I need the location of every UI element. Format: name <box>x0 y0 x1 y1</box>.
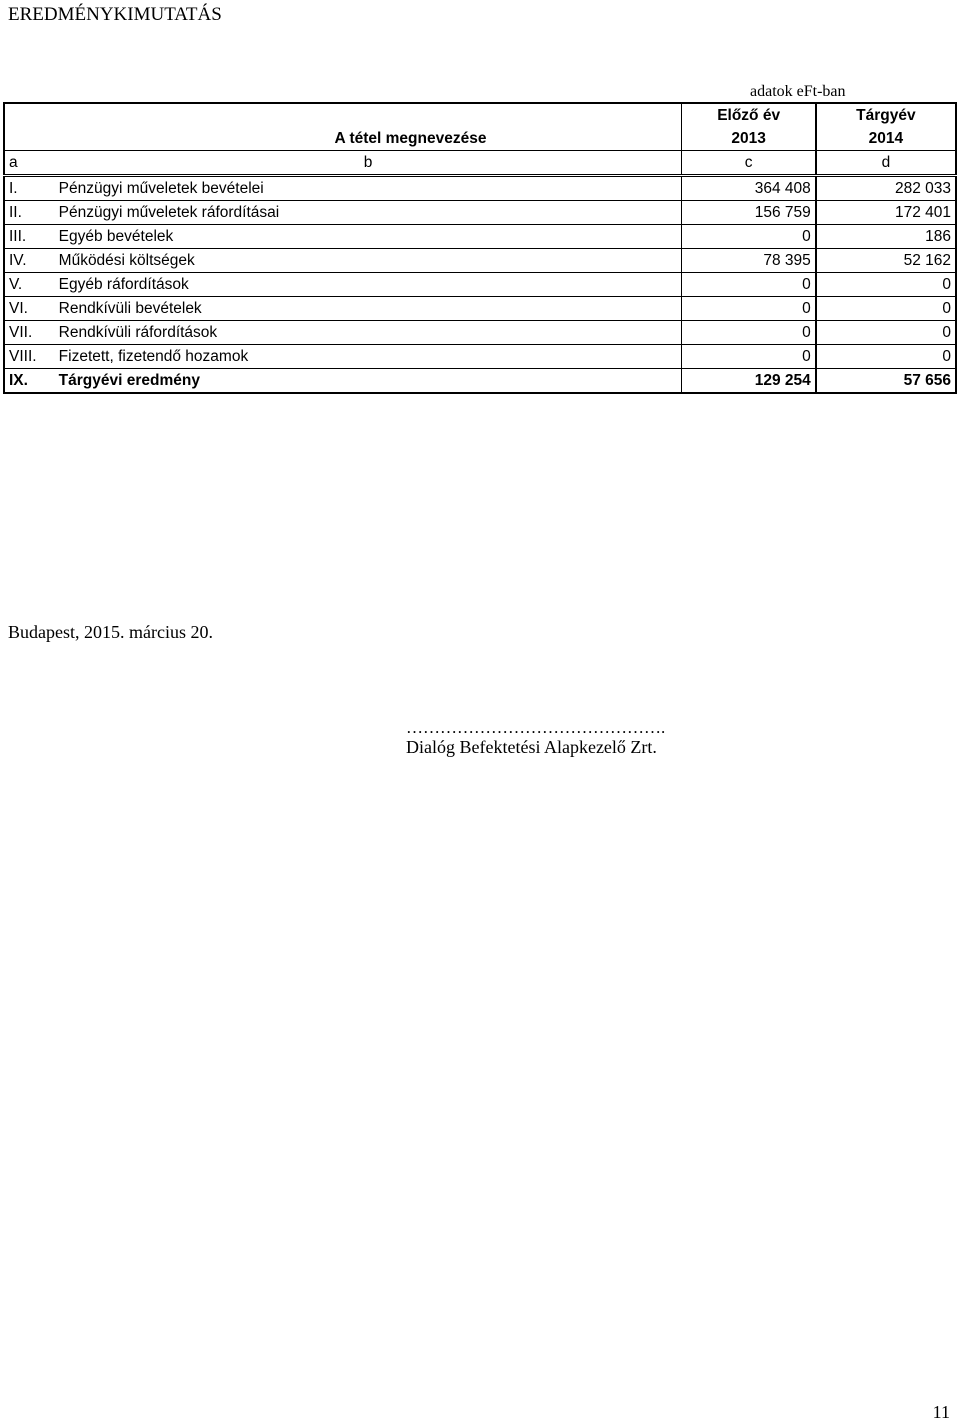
header-cur-year-label: Tárgyév <box>856 107 916 124</box>
row-prev-value: 78 395 <box>682 249 816 273</box>
table-row <box>4 273 956 297</box>
letter-a: a <box>4 151 55 176</box>
letter-d: d <box>816 151 956 176</box>
row-cur-value: 0 <box>816 297 956 321</box>
document-title: EREDMÉNYKIMUTATÁS <box>8 4 222 25</box>
row-cur-value: 282 033 <box>816 176 956 201</box>
signature-line: ………………………………………. <box>406 718 666 737</box>
table-header-row <box>4 103 956 151</box>
row-prev-value: 0 <box>682 273 816 297</box>
table-row <box>4 321 956 345</box>
table-row <box>4 249 956 273</box>
row-code: I. <box>4 176 55 201</box>
row-item-name: Egyéb bevételek <box>55 225 682 249</box>
header-item-label: A tétel megnevezése <box>55 103 682 151</box>
row-prev-value: 0 <box>682 225 816 249</box>
row-code: IX. <box>4 369 55 394</box>
table-row <box>4 176 956 201</box>
row-code: III. <box>4 225 55 249</box>
row-code: VIII. <box>4 345 55 369</box>
row-code: V. <box>4 273 55 297</box>
header-cur-year <box>816 103 956 151</box>
table-row <box>4 201 956 225</box>
row-prev-value: 156 759 <box>682 201 816 225</box>
header-prev-year-value: 2013 <box>731 130 766 147</box>
signatory-name: Dialóg Befektetési Alapkezelő Zrt. <box>406 737 657 757</box>
column-letter-row <box>4 151 956 176</box>
row-item-name: Rendkívüli bevételek <box>55 297 682 321</box>
row-item-name: Pénzügyi műveletek bevételei <box>55 176 682 201</box>
place-date: Budapest, 2015. március 20. <box>8 622 213 642</box>
row-cur-value: 0 <box>816 273 956 297</box>
row-code: IV. <box>4 249 55 273</box>
row-item-name: Rendkívüli ráfordítások <box>55 321 682 345</box>
row-item-name: Tárgyévi eredmény <box>55 369 682 394</box>
row-cur-value: 57 656 <box>816 369 956 394</box>
letter-c: c <box>682 151 816 176</box>
table-body <box>4 176 956 394</box>
row-prev-value: 0 <box>682 321 816 345</box>
row-cur-value: 0 <box>816 321 956 345</box>
page-number: 11 <box>932 1402 950 1422</box>
row-code: VII. <box>4 321 55 345</box>
header-cur-year-value: 2014 <box>868 130 904 147</box>
row-prev-value: 0 <box>682 297 816 321</box>
row-prev-value: 129 254 <box>682 369 816 394</box>
header-prev-year <box>682 103 816 151</box>
row-item-name: Pénzügyi műveletek ráfordításai <box>55 201 682 225</box>
table-row <box>4 369 956 394</box>
table-row <box>4 225 956 249</box>
row-cur-value: 0 <box>816 345 956 369</box>
row-cur-value: 186 <box>816 225 956 249</box>
row-item-name: Működési költségek <box>55 249 682 273</box>
row-cur-value: 52 162 <box>816 249 956 273</box>
row-item-name: Fizetett, fizetendő hozamok <box>55 345 682 369</box>
row-prev-value: 0 <box>682 345 816 369</box>
letter-b: b <box>55 151 682 176</box>
header-code-cell <box>4 103 55 151</box>
row-code: VI. <box>4 297 55 321</box>
row-code: II. <box>4 201 55 225</box>
table-row <box>4 345 956 369</box>
table-row <box>4 297 956 321</box>
income-statement-table <box>3 102 957 394</box>
row-cur-value: 172 401 <box>816 201 956 225</box>
row-item-name: Egyéb ráfordítások <box>55 273 682 297</box>
row-prev-value: 364 408 <box>682 176 816 201</box>
header-prev-year-label: Előző év <box>717 107 781 124</box>
unit-note: adatok eFt-ban <box>750 83 846 100</box>
